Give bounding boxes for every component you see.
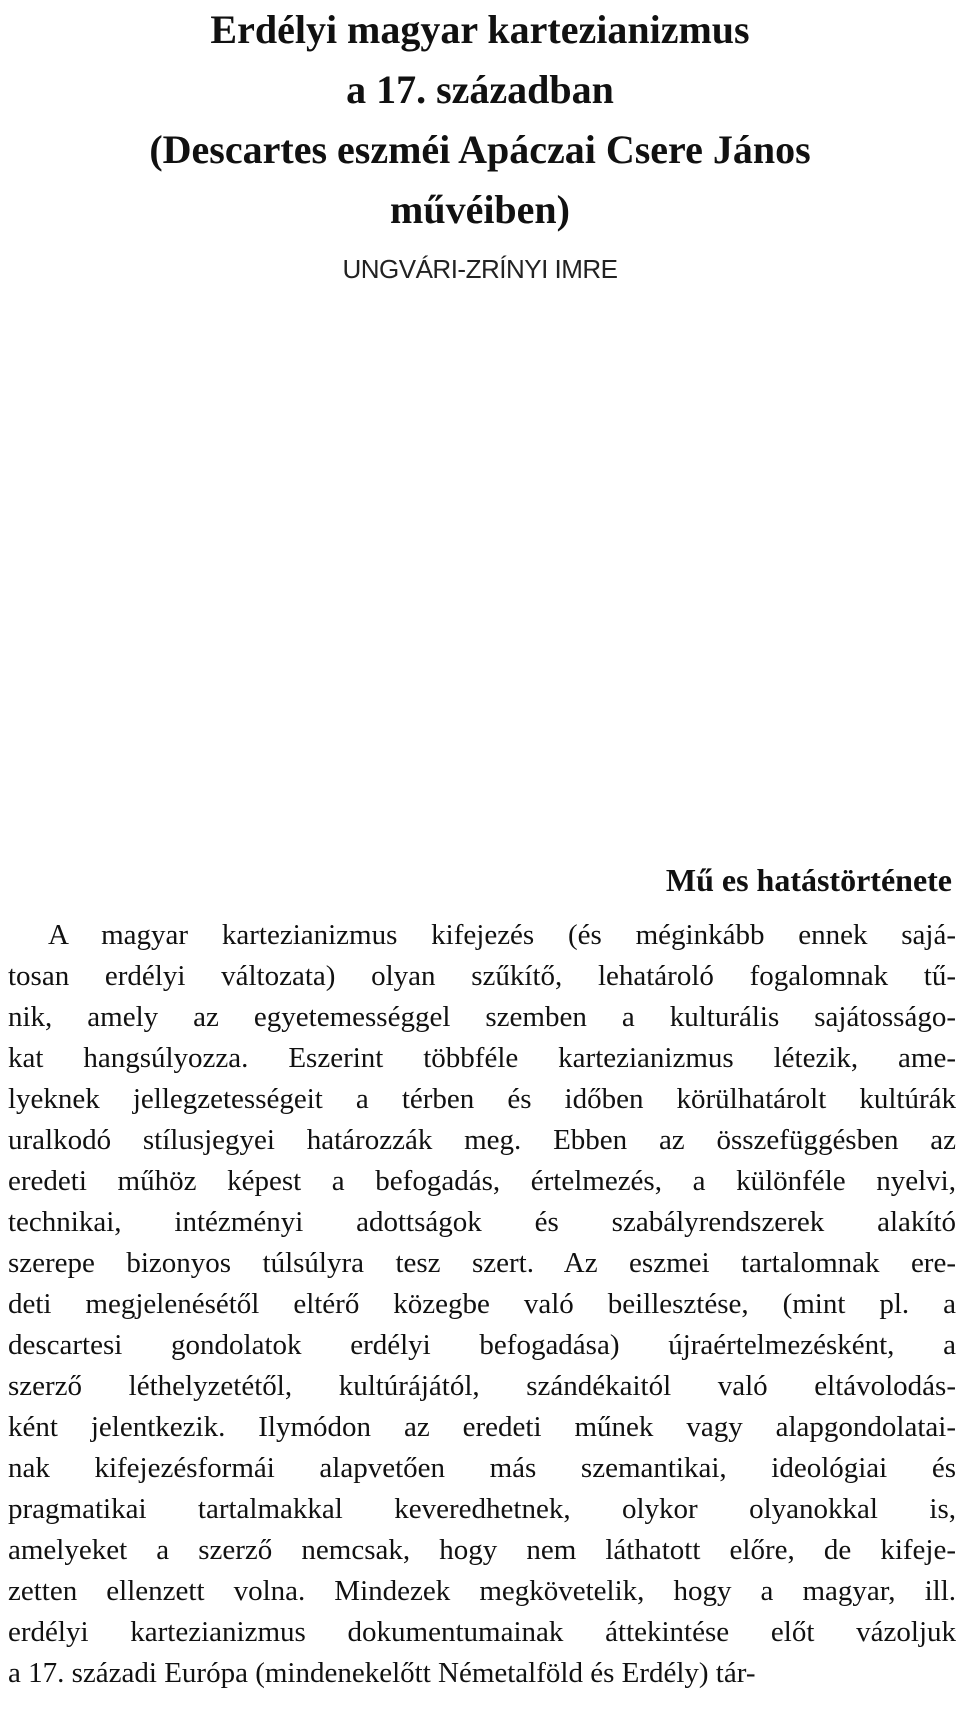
- paragraph-line: a 17. századi Európa (mindenekelőtt Németalföld és Erdély) tár-: [8, 1657, 756, 1689]
- paragraph-line: tosan erdélyi változata) olyan szűkítő, lehatároló fogalomnak tű-: [8, 960, 956, 992]
- paragraph-line: kat hangsúlyozza. Eszerint többféle kartezianizmus létezik, ame-: [8, 1042, 956, 1074]
- title-line-1: Erdélyi magyar kartezianizmus: [210, 7, 750, 52]
- paragraph-line: lyeknek jellegzetességeit a térben és időben körülhatárolt kultúrák: [8, 1083, 956, 1115]
- paragraph-line: szerző léthelyzetétől, kultúrájától, szándékaitól való eltávolodás-: [8, 1370, 956, 1402]
- paragraph-line: descartesi gondolatok erdélyi befogadása) újraértelmezésként, a: [8, 1329, 956, 1361]
- title-line-4: művéiben): [390, 187, 570, 232]
- paragraph-line: szerepe bizonyos túlsúlyra tesz szert. Az eszmei tartalomnak ere-: [8, 1247, 956, 1279]
- body-paragraph: [8, 915, 956, 1694]
- paragraph-line: deti megjelenésétől eltérő közegbe való beillesztése, (mint pl. a: [8, 1288, 956, 1320]
- paragraph-line: amelyeket a szerző nemcsak, hogy nem láthatott előre, de kifeje-: [8, 1534, 956, 1566]
- paragraph-line: eredeti műhöz képest a befogadás, értelmezés, a különféle nyelvi,: [8, 1165, 956, 1197]
- paragraph-line: nak kifejezésformái alapvetően más szemantikai, ideológiai és: [8, 1452, 956, 1484]
- paragraph-line: nik, amely az egyetemességgel szemben a kulturális sajátosságo-: [8, 1001, 956, 1033]
- title-block: [0, 0, 960, 240]
- author-name: UNGVÁRI-ZRÍNYI IMRE: [342, 254, 618, 284]
- paragraph-line: erdélyi kartezianizmus dokumentumainak áttekintése előt vázoljuk: [8, 1616, 956, 1648]
- paragraph-line: pragmatikai tartalmakkal keveredhetnek, olykor olyanokkal is,: [8, 1493, 956, 1525]
- section-heading: Mű es hatástörténete: [665, 862, 952, 898]
- paragraph-line: technikai, intézményi adottságok és szabályrendszerek alakító: [8, 1206, 956, 1238]
- paragraph-line: A magyar kartezianizmus kifejezés (és méginkább ennek sajá-: [48, 919, 956, 951]
- paragraph-line: ként jelentkezik. Ilymódon az eredeti műnek vagy alapgondolatai-: [8, 1411, 956, 1443]
- paragraph-line: uralkodó stílusjegyei határozzák meg. Ebben az összefüggésben az: [8, 1124, 956, 1156]
- title-line-2: a 17. században: [346, 67, 614, 112]
- title-line-3: (Descartes eszméi Apáczai Csere János: [149, 127, 811, 172]
- paragraph-line: zetten ellenzett volna. Mindezek megkövetelik, hogy a magyar, ill.: [8, 1575, 956, 1607]
